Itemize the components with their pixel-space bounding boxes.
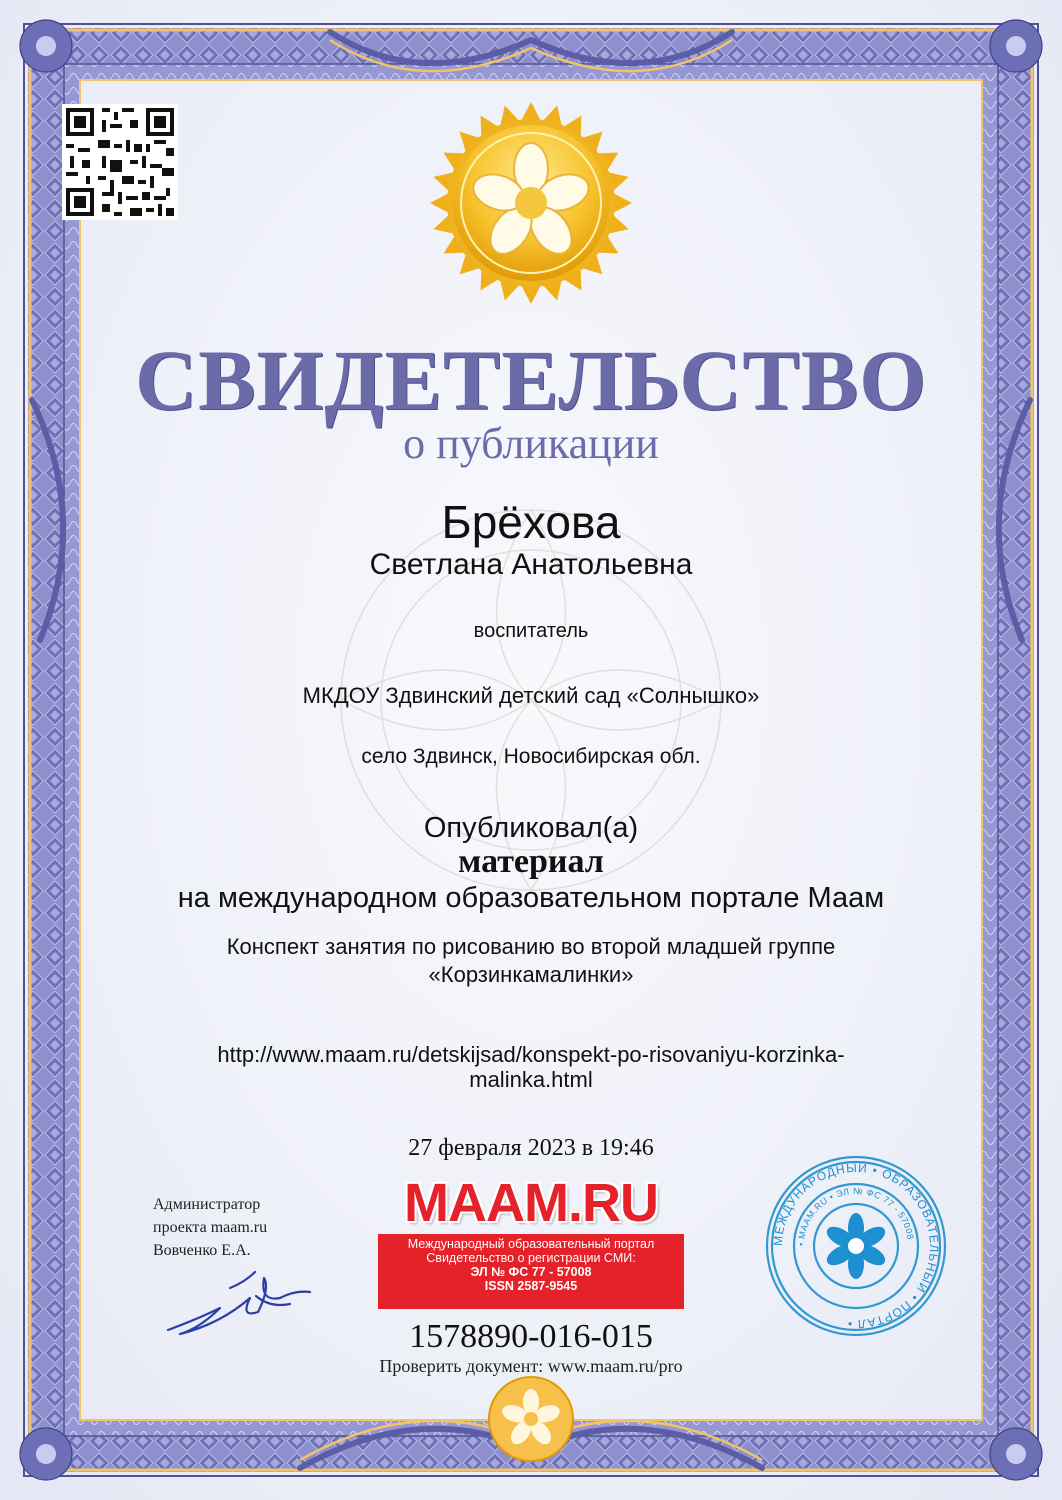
recipient-organization: МКДОУ Здвинский детский сад «Солнышко» [302, 683, 760, 708]
material-title-line2: «Корзинкамалинки» [428, 962, 634, 987]
material-label: материал [458, 843, 604, 880]
material-title [0, 933, 1062, 989]
stamp-outer-text: МЕЖДУНАРОДНЫЙ • ОБРАЗОВАТЕЛЬНЫЙ • ПОРТАЛ • [770, 1160, 942, 1332]
flower-emblem-icon [487, 1375, 575, 1463]
logo-line2: Свидетельство о регистрации СМИ: [426, 1251, 636, 1265]
portal-line: на международном образовательном портале Маам [177, 882, 885, 914]
recipient-surname: Брёхова [441, 496, 621, 548]
logo-line3: ЭЛ № ФС 77 - 57008 [470, 1265, 592, 1279]
medal-ray [613, 193, 632, 213]
verify-link[interactable]: Проверить документ: www.maam.ru/pro [379, 1356, 683, 1376]
document-number: 1578890-016-015 [409, 1318, 653, 1355]
medal-ray [521, 285, 541, 304]
published-label: Опубликовал(а) [423, 812, 639, 844]
logo-name: MAAM.RU [404, 1173, 658, 1233]
maam-logo[interactable] [378, 1172, 684, 1309]
logo-line1: Международный образовательный портал [407, 1237, 655, 1251]
material-url-line2[interactable]: malinka.html [469, 1067, 593, 1092]
material-title-line1: Конспект занятия по рисованию во второй младшей группе [226, 934, 836, 959]
logo-line4: ISSN 2587-9545 [484, 1279, 578, 1293]
certificate-subtitle: о публикации [403, 419, 659, 468]
material-url[interactable] [0, 1042, 1062, 1092]
admin-block [153, 1193, 267, 1262]
medal-ray [430, 193, 449, 213]
material-url-line1[interactable]: http://www.maam.ru/detskijsad/konspekt-po-risovaniyu-korzinka- [217, 1042, 845, 1067]
admin-line3: Вовченко Е.А. [153, 1242, 251, 1259]
logo-registration-box [378, 1234, 684, 1309]
publication-date: 27 февраля 2023 в 19:46 [408, 1135, 654, 1161]
qr-code-icon[interactable] [62, 104, 178, 220]
admin-line2: проекта maam.ru [153, 1219, 268, 1236]
admin-line1: Администратор [153, 1196, 261, 1213]
stamp-inner-text: • MAAM.RU • ЭЛ № ФС 77 - 57008 [795, 1185, 916, 1247]
medal-ray [521, 102, 541, 121]
recipient-given-names: Светлана Анатольевна [369, 548, 693, 581]
round-stamp-icon [763, 1153, 949, 1339]
recipient-location: село Здвинск, Новосибирская обл. [361, 745, 701, 768]
recipient-role: воспитатель [473, 620, 589, 642]
gold-flower-medal-icon [428, 100, 634, 306]
certificate-title: СВИДЕТЕЛЬСТВО [135, 332, 927, 428]
